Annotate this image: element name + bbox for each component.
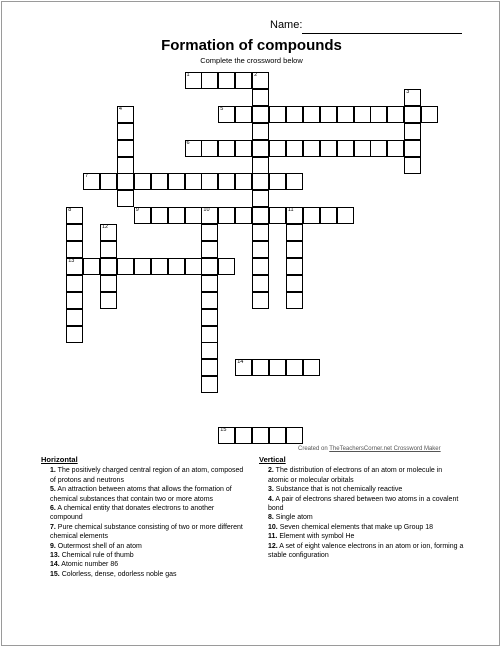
crossword-cell[interactable]	[201, 376, 218, 393]
clue-text: An attraction between atoms that allows the formation of chemical substances that contain two or more atoms	[50, 486, 232, 503]
clue-number-label: 8	[68, 207, 72, 214]
clue-h1	[41, 466, 246, 485]
crossword-cell[interactable]	[100, 275, 117, 292]
crossword-cell[interactable]	[421, 106, 438, 123]
crossword-cell[interactable]	[303, 140, 320, 157]
crossword-cell[interactable]	[354, 140, 371, 157]
crossword-cell[interactable]	[151, 173, 168, 190]
crossword-cell[interactable]	[303, 359, 320, 376]
crossword-cell[interactable]	[252, 106, 269, 123]
crossword-cell[interactable]	[218, 106, 235, 123]
crossword-cell[interactable]	[117, 173, 134, 190]
clue-number-label: 3	[406, 88, 410, 95]
clue-number: 11.	[268, 533, 278, 541]
crossword-cell[interactable]	[404, 106, 421, 123]
crossword-cell[interactable]	[404, 89, 421, 106]
crossword-cell[interactable]	[83, 258, 100, 275]
crossword-cell[interactable]	[235, 427, 252, 444]
crossword-cell[interactable]	[286, 241, 303, 258]
crossword-cell[interactable]	[269, 140, 286, 157]
crossword-cell[interactable]	[320, 140, 337, 157]
crossword-cell[interactable]	[117, 123, 134, 140]
crossword-cell[interactable]	[100, 258, 117, 275]
crossword-cell[interactable]	[252, 72, 269, 89]
clue-number: 10.	[268, 523, 278, 531]
clue-text: The distribution of electrons of an atom or molecule in atomic or molecular orbitals	[268, 467, 443, 484]
crossword-cell[interactable]	[117, 157, 134, 174]
clue-number-label: 12	[102, 224, 109, 231]
crossword-cell[interactable]	[252, 241, 269, 258]
clue-h13	[41, 551, 246, 560]
crossword-cell[interactable]	[235, 72, 252, 89]
clue-number: 13.	[50, 552, 60, 560]
crossword-cell[interactable]	[66, 292, 83, 309]
horizontal-heading: Horizontal	[41, 455, 78, 464]
crossword-cell[interactable]	[337, 207, 354, 224]
crossword-cell[interactable]	[117, 106, 134, 123]
clue-number-label: 10	[203, 207, 210, 214]
crossword-cell[interactable]	[168, 258, 185, 275]
crossword-cell[interactable]	[151, 258, 168, 275]
crossword-cell[interactable]	[100, 292, 117, 309]
crossword-cell[interactable]	[100, 173, 117, 190]
clue-number: 14.	[50, 561, 60, 569]
clue-text: Seven chemical elements that make up Group 18	[279, 523, 433, 531]
crossword-cell[interactable]	[303, 106, 320, 123]
vertical-heading: Vertical	[259, 455, 286, 464]
crossword-cell[interactable]	[235, 106, 252, 123]
crossword-cell[interactable]	[201, 359, 218, 376]
crossword-cell[interactable]	[370, 106, 387, 123]
clue-text: A set of eight valence electrons in an atom or ion, forming a stable configuration	[268, 542, 464, 560]
crossword-cell[interactable]	[286, 224, 303, 241]
crossword-cell[interactable]	[100, 224, 117, 241]
crossword-cell[interactable]	[185, 140, 202, 157]
crossword-cell[interactable]	[218, 258, 235, 275]
crossword-cell[interactable]	[252, 224, 269, 241]
clue-v11	[259, 532, 464, 541]
crossword-cell[interactable]	[218, 72, 235, 89]
credit-link[interactable]: TheTeachersCorner.net Crossword Maker	[329, 446, 441, 452]
crossword-cell[interactable]	[354, 106, 371, 123]
crossword-cell[interactable]	[201, 224, 218, 241]
crossword-cell[interactable]	[185, 72, 202, 89]
name-label: Name:	[270, 19, 303, 31]
clue-h6	[41, 504, 246, 523]
clue-text: Substance that is not chemically reactive	[275, 486, 403, 494]
vertical-clues	[259, 455, 464, 560]
clue-number: 5.	[50, 486, 56, 494]
clue-number-label: 7	[85, 173, 89, 180]
crossword-cell[interactable]	[286, 427, 303, 444]
crossword-cell[interactable]	[286, 173, 303, 190]
clue-number: 1.	[50, 467, 56, 475]
crossword-cell[interactable]	[66, 326, 83, 343]
clue-number: 4.	[268, 495, 274, 503]
clue-v2	[259, 466, 464, 485]
crossword-cell[interactable]	[252, 292, 269, 309]
crossword-cell[interactable]	[66, 258, 83, 275]
clue-number: 12.	[268, 542, 278, 550]
crossword-cell[interactable]	[201, 173, 218, 190]
clue-number-label: 4	[118, 105, 122, 112]
clue-number: 15.	[50, 570, 60, 578]
clue-v8	[259, 513, 464, 522]
crossword-cell[interactable]	[404, 157, 421, 174]
clue-number: 8.	[268, 514, 274, 522]
crossword-cell[interactable]	[117, 258, 134, 275]
clue-text: Element with symbol He	[279, 533, 355, 541]
crossword-cell[interactable]	[201, 309, 218, 326]
crossword-cell[interactable]	[303, 207, 320, 224]
crossword-cell[interactable]	[252, 123, 269, 140]
clue-number-label: 15	[220, 426, 227, 433]
crossword-cell[interactable]	[185, 258, 202, 275]
crossword-cell[interactable]	[66, 275, 83, 292]
crossword-cell[interactable]	[252, 258, 269, 275]
crossword-cell[interactable]	[286, 207, 303, 224]
crossword-cell[interactable]	[252, 173, 269, 190]
clue-number-label: 13	[68, 257, 75, 264]
crossword-cell[interactable]	[252, 190, 269, 207]
crossword-cell[interactable]	[201, 241, 218, 258]
clue-text: Pure chemical substance consisting of two or more different chemical elements	[50, 523, 243, 541]
crossword-cell[interactable]	[286, 275, 303, 292]
clue-number-label: 6	[186, 139, 190, 146]
clue-text: Colorless, dense, odorless noble gas	[61, 570, 177, 578]
crossword-cell[interactable]	[235, 140, 252, 157]
clue-h15	[41, 570, 246, 579]
clue-text: A chemical entity that donates electrons to another compound	[50, 505, 215, 522]
clue-number-label: 5	[220, 105, 224, 112]
crossword-cell[interactable]	[235, 359, 252, 376]
crossword-cell[interactable]	[286, 292, 303, 309]
clue-number-label: 11	[287, 207, 294, 214]
crossword-cell[interactable]	[168, 207, 185, 224]
crossword-cell[interactable]	[185, 207, 202, 224]
crossword-cell[interactable]	[252, 427, 269, 444]
crossword-cell[interactable]	[320, 106, 337, 123]
crossword-cell[interactable]	[117, 140, 134, 157]
page-subtitle: Complete the crossword below	[200, 56, 303, 65]
crossword-cell[interactable]	[286, 359, 303, 376]
clue-number-label: 14	[237, 359, 244, 366]
clue-h7	[41, 523, 246, 542]
crossword-cell[interactable]	[252, 275, 269, 292]
clue-h5	[41, 485, 246, 504]
crossword-cell[interactable]	[66, 309, 83, 326]
crossword-cell[interactable]	[337, 140, 354, 157]
crossword-cell[interactable]	[252, 157, 269, 174]
clue-text: Single atom	[275, 514, 313, 522]
clue-h14	[41, 560, 246, 569]
crossword-cell[interactable]	[117, 190, 134, 207]
clue-text: Chemical rule of thumb	[61, 552, 134, 560]
crossword-cell[interactable]	[134, 258, 151, 275]
crossword-cell[interactable]	[286, 140, 303, 157]
crossword-cell[interactable]	[404, 123, 421, 140]
page-title: Formation of compounds	[161, 37, 342, 54]
clue-number: 7.	[50, 523, 56, 531]
crossword-cell[interactable]	[320, 207, 337, 224]
crossword-cell[interactable]	[252, 359, 269, 376]
clue-number: 6.	[50, 505, 56, 513]
crossword-cell[interactable]	[387, 140, 404, 157]
credit-prefix: Created on	[298, 446, 330, 452]
crossword-cell[interactable]	[286, 106, 303, 123]
crossword-cell[interactable]	[134, 207, 151, 224]
crossword-cell[interactable]	[201, 342, 218, 359]
crossword-cell[interactable]	[151, 207, 168, 224]
crossword-cell[interactable]	[134, 173, 151, 190]
crossword-cell[interactable]	[168, 173, 185, 190]
crossword-cell[interactable]	[286, 258, 303, 275]
clue-v10	[259, 523, 464, 532]
clue-v3	[259, 485, 464, 494]
crossword-cell[interactable]	[269, 106, 286, 123]
crossword-cell[interactable]	[269, 207, 286, 224]
crossword-cell[interactable]	[218, 173, 235, 190]
clue-v4	[259, 495, 464, 514]
clue-number: 2.	[268, 467, 274, 475]
clue-text: The positively charged central region of an atom, composed of protons and neutrons	[50, 467, 244, 484]
clue-number-label: 1	[186, 72, 190, 78]
clue-v12	[259, 542, 464, 561]
crossword-cell[interactable]	[252, 140, 269, 157]
crossword-cell[interactable]	[201, 275, 218, 292]
clue-text: Atomic number 86	[61, 561, 119, 569]
crossword-cell[interactable]	[269, 427, 286, 444]
crossword-cell[interactable]	[370, 140, 387, 157]
credit-line	[298, 446, 441, 452]
crossword-cell[interactable]	[252, 207, 269, 224]
crossword-cell[interactable]	[269, 173, 286, 190]
crossword-cell[interactable]	[235, 173, 252, 190]
clue-number-label: 9	[135, 207, 139, 214]
crossword-cell[interactable]	[252, 89, 269, 106]
crossword-cell[interactable]	[218, 140, 235, 157]
crossword-cell[interactable]	[201, 207, 218, 224]
crossword-cell[interactable]	[201, 292, 218, 309]
crossword-cell[interactable]	[269, 359, 286, 376]
crossword-cell[interactable]	[218, 207, 235, 224]
crossword-cell[interactable]	[201, 326, 218, 343]
clue-number: 9.	[50, 542, 56, 550]
clue-text: A pair of electrons shared between two atoms in a covalent bond	[268, 495, 459, 513]
crossword-cell[interactable]	[235, 207, 252, 224]
clue-h9	[41, 542, 246, 551]
crossword-cell[interactable]	[66, 207, 83, 224]
crossword-cell[interactable]	[100, 241, 117, 258]
horizontal-clues	[41, 455, 246, 579]
crossword-cell[interactable]	[83, 173, 100, 190]
clue-number: 3.	[268, 486, 274, 494]
clue-number-label: 2	[254, 72, 258, 78]
crossword-cell[interactable]	[66, 241, 83, 258]
crossword-cell[interactable]	[218, 427, 235, 444]
crossword-cell[interactable]	[404, 140, 421, 157]
crossword-cell[interactable]	[201, 258, 218, 275]
crossword-cell[interactable]	[201, 72, 218, 89]
crossword-cell[interactable]	[201, 140, 218, 157]
crossword-cell[interactable]	[387, 106, 404, 123]
clue-text: Outermost shell of an atom	[57, 542, 142, 550]
crossword-cell[interactable]	[66, 224, 83, 241]
crossword-cell[interactable]	[185, 173, 202, 190]
crossword-cell[interactable]	[337, 106, 354, 123]
